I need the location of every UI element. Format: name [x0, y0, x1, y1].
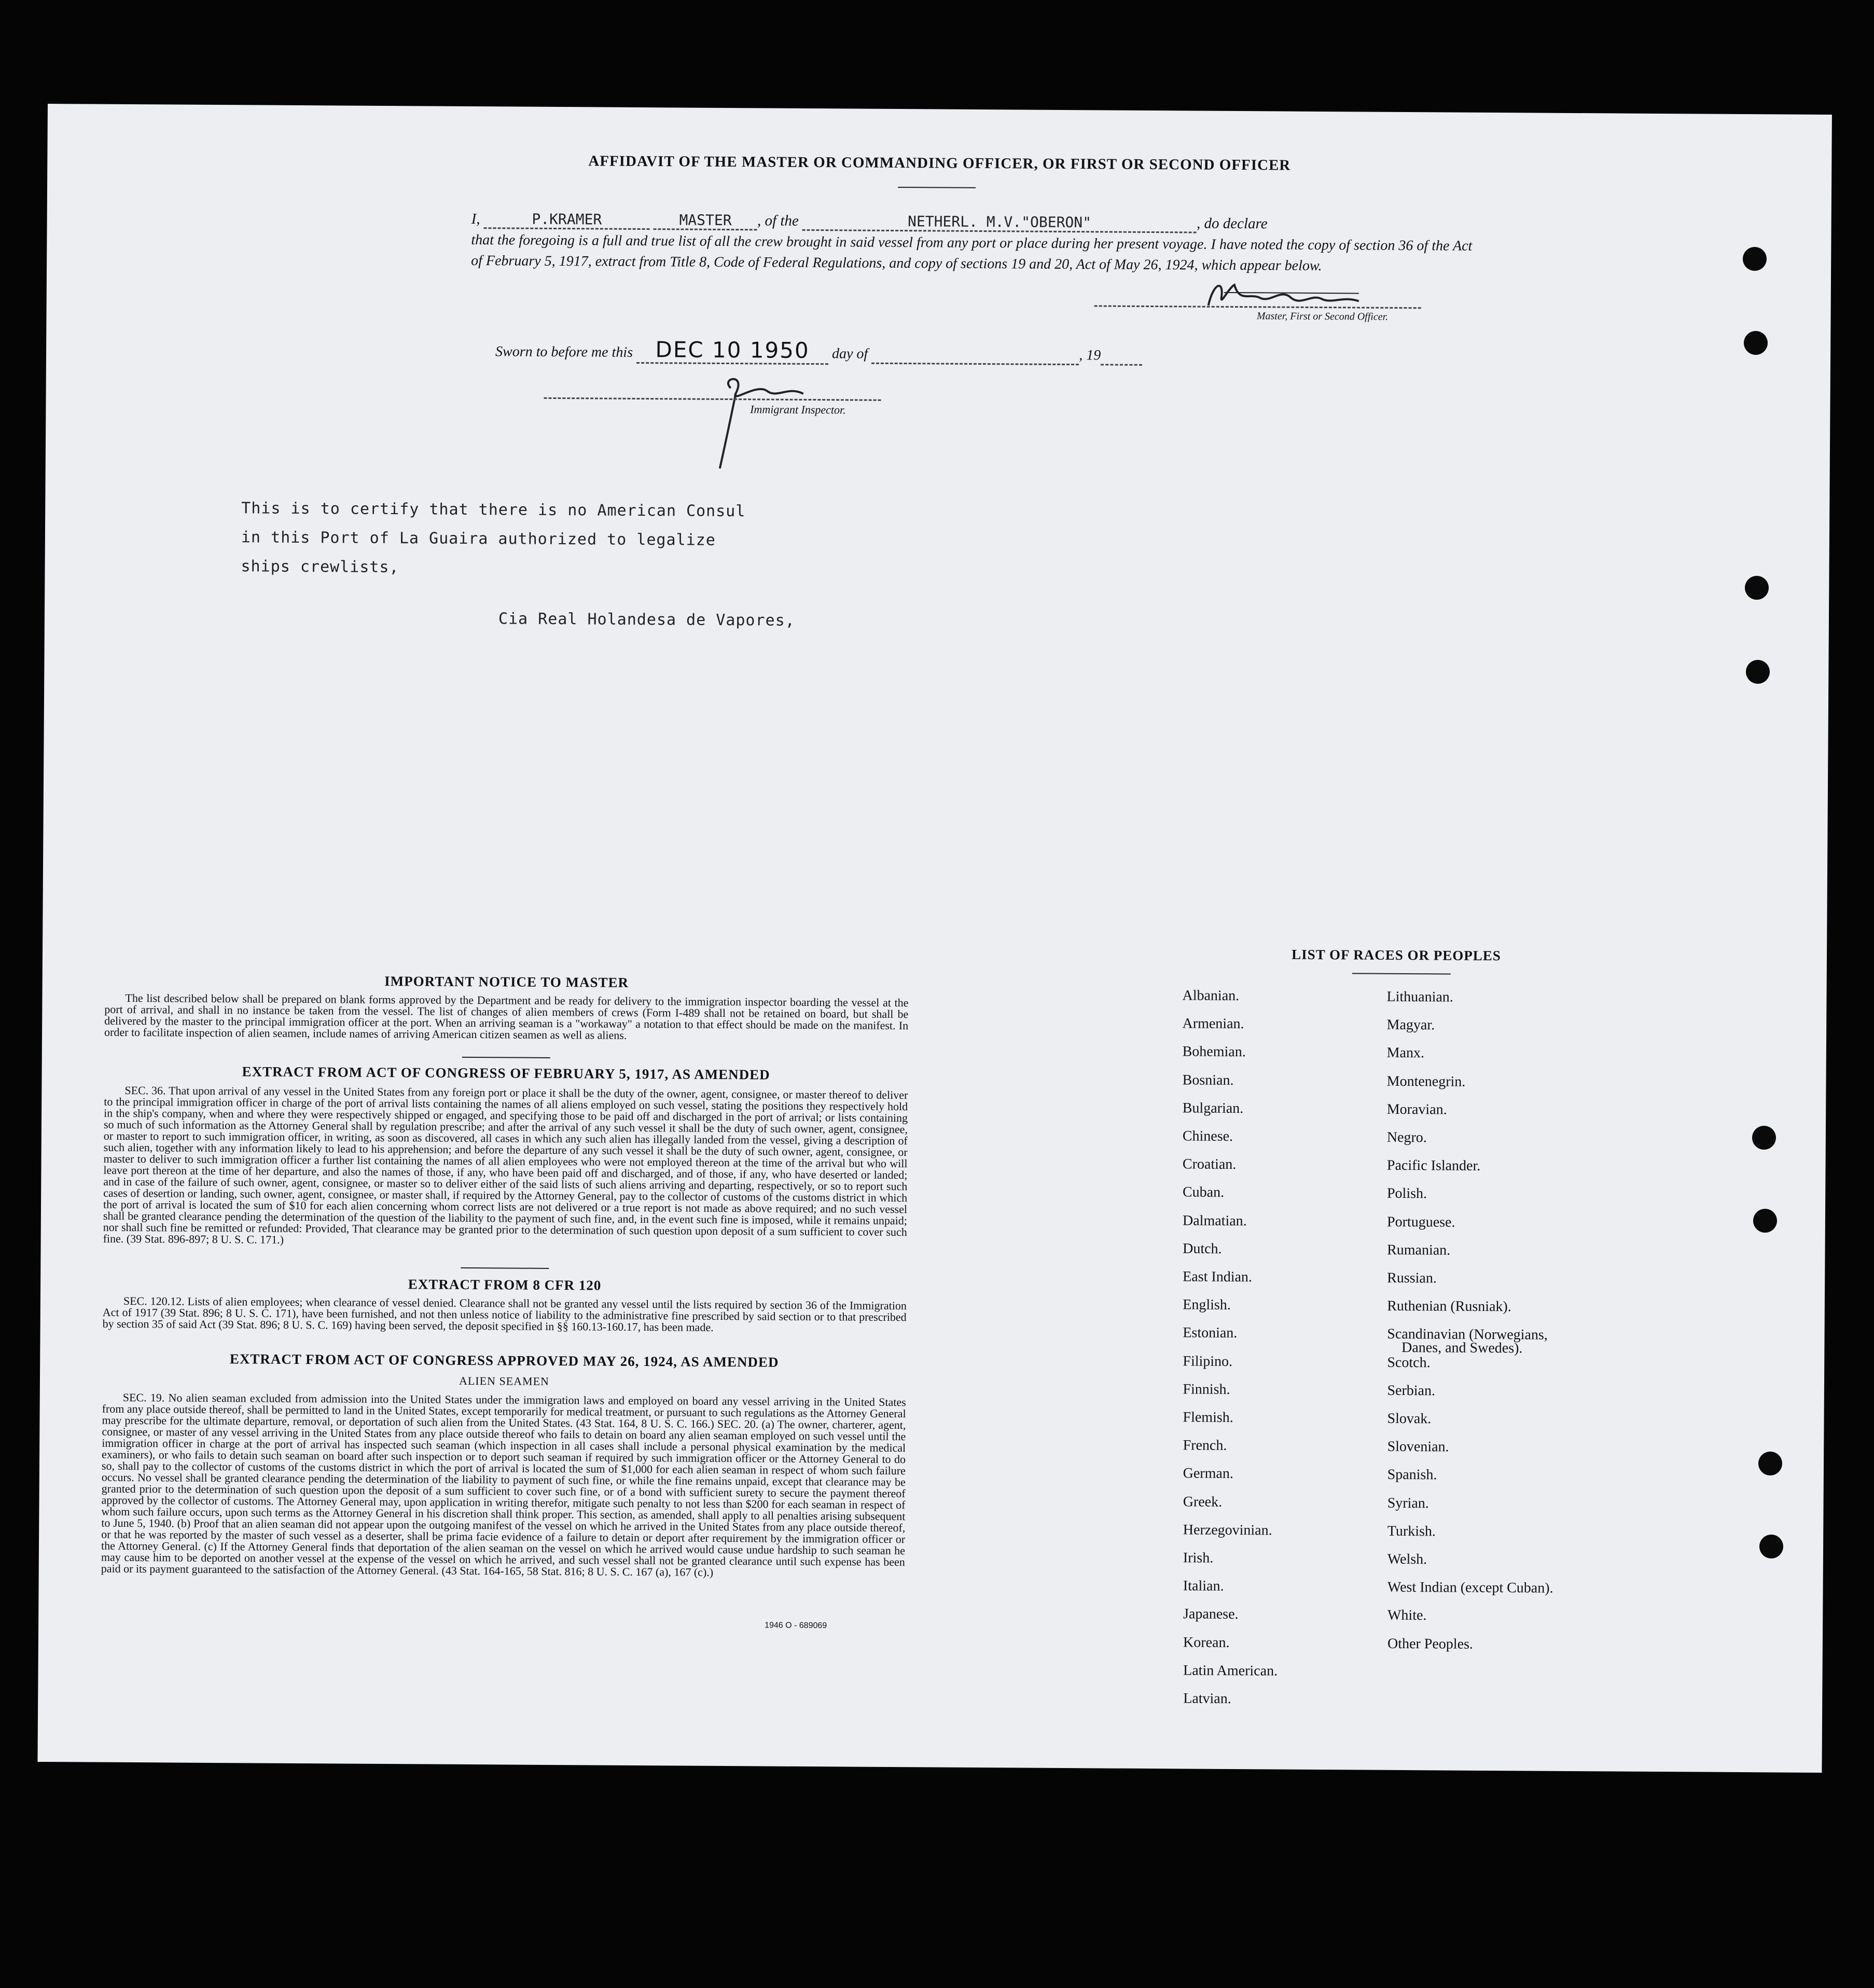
- extract-1924-subheading: ALIEN SEAMEN: [459, 1374, 550, 1388]
- races-heading: LIST OF RACES OR PEOPLES: [1292, 946, 1501, 964]
- extract-1924-heading: EXTRACT FROM ACT OF CONGRESS APPROVED MAY 26, 1924, AS AMENDED: [229, 1351, 779, 1370]
- notice-heading: IMPORTANT NOTICE TO MASTER: [384, 973, 629, 990]
- race-item: Bohemian.: [1182, 1043, 1246, 1060]
- race-item: Rumanian.: [1387, 1241, 1451, 1259]
- race-item: Spanish.: [1387, 1467, 1437, 1483]
- race-item: Greek.: [1183, 1494, 1223, 1510]
- race-item: English.: [1183, 1296, 1231, 1314]
- punch-hole: [1746, 660, 1770, 684]
- race-item: Italian.: [1183, 1578, 1224, 1595]
- master-name-field: P.KRAMER: [484, 210, 650, 230]
- race-item: Cuban.: [1182, 1184, 1225, 1201]
- race-item: White.: [1387, 1607, 1427, 1624]
- print-code: 1946 O - 689069: [765, 1621, 827, 1631]
- race-item: Lithuanian.: [1386, 988, 1453, 1005]
- extract-1917-heading: EXTRACT FROM ACT OF CONGRESS OF FEBRUARY 5, 1917, AS AMENDED: [242, 1064, 770, 1083]
- title-underline: [898, 187, 976, 188]
- race-item: Scandinavian (Norwegians,: [1387, 1326, 1548, 1344]
- punch-hole: [1753, 1209, 1777, 1233]
- label-i: I,: [471, 210, 480, 228]
- affidavit-title: AFFIDAVIT OF THE MASTER OR COMMANDING OFFICER, OR FIRST OR SECOND OFFICER: [588, 153, 1291, 174]
- label-sworn: Sworn to before me this: [495, 343, 633, 361]
- label-year: , 19: [1079, 347, 1101, 364]
- race-item: Chinese.: [1182, 1128, 1233, 1144]
- affidavit-body: that the foregoing is a full and true list of all the crew brought in said vessel from any port or place during her present voyage. I have noted the copy of section 36 of the Act of February 5, 1917, extract from Title 8, Code of Federal Regulations, and copy of sections 19 and 20, Act of May 26, 1924, which appear below.: [471, 231, 1473, 274]
- race-item: Croatian.: [1182, 1156, 1237, 1173]
- extract-1917-text: SEC. 36. That upon arrival of any vessel in the United States from any foreign port or place it shall be the duty of the owner, agent, consignee, or master thereof to deliver to the principal immigration officer in charge of the port of arrival lists containing the names of all aliens employed on such vessel, stating the positions they respectively hold in the ship's company, when and where they were respectively shipped or engaged, and specifying those to be paid off and discharged in the port of arrival; or lists containing so much of such information as the Attorney General shall by regulation prescribe; and after the arrival of any such vessel it shall be the duty of such owner, agent, consignee, or master to report to such immigration officer, in writing, as soon as discovered, all cases in which any such alien has illegally landed from the vessel, giving a description of such alien, together with any information likely to lead to his apprehension; and before the departure of any such vessel it shall be the duty of such owner, agent, consignee, or master to deliver to such immigration officer a further list containing the names of all alien employees who were not employed thereon at the time of the arrival but who will leave port thereon at the time of her departure, and also the names of those, if any, who have been paid off and discharged, and of those, if any, who have deserted or landed; and in case of the failure of such owner, agent, consignee, or master so to deliver either of the said lists of such aliens arriving and departing, respectively, or so to report such cases of desertion or landing, such owner, agent, consignee, or master shall, if required by the Attorney General, pay to the collector of customs of the customs district in which the port of arrival is located the sum of $10 for each alien concerning whom correct lists are not delivered or a true report is not made as above required; and no such vessel shall be granted clearance pending the determination of the question of the liability to the payment of such fine, and, in the event such fine is imposed, while it remains unpaid; nor shall such fine be remitted or refunded: Provided, That clearance may be granted prior to the determination of such question upon deposit of a sum sufficient to cover such fine. (39 Stat. 896-897; 8 U. S. C. 171.): [103, 1083, 908, 1246]
- master-signature: [1203, 277, 1369, 314]
- label-of-the: , of the: [757, 212, 799, 229]
- inspector-signature: [699, 367, 824, 472]
- certification-line-1: This is to certify that there is no American Consul: [241, 499, 746, 521]
- race-item: Japanese.: [1183, 1606, 1239, 1623]
- race-item: Irish.: [1183, 1550, 1214, 1566]
- race-item: Turkish.: [1387, 1523, 1436, 1540]
- race-item: Latin American.: [1183, 1662, 1278, 1679]
- sworn-year-field: [1101, 347, 1142, 365]
- vessel-field: NETHERL. M.V."OBERON": [802, 212, 1197, 233]
- race-item: East Indian.: [1183, 1268, 1253, 1286]
- company-name: Cia Real Holandesa de Vapores,: [498, 610, 795, 630]
- race-item: Slovenian.: [1387, 1439, 1449, 1455]
- race-item: Syrian.: [1387, 1495, 1429, 1511]
- race-item: Ruthenian (Rusniak).: [1387, 1298, 1511, 1315]
- label-do-declare: , do declare: [1196, 215, 1268, 232]
- extract-1924-text: SEC. 19. No alien seaman excluded from admission into the United States under the immigration laws and employed on board any vessel arriving in the United States from any place outside thereof, shall be permitted to land in the United States, except temporarily for medical treatment, or pursuant to such regulations as the Attorney General may prescribe for the ultimate departure, removal, or deportation of such alien from the United States. (43 Stat. 164, 8 U. S. C. 166.) SEC. 20. (a) The owner, charterer, agent, consignee, or master of any vessel arriving in the United States from any place outside thereof who fails to detain on board any alien seaman employed on such vessel until the immigration officer in charge at the port of arrival has inspected such seaman (which inspection in all cases shall include a personal physical examination by the medical examiners), or who fails to detain such seaman on board after such inspection or to deport such seaman if required by such immigration officer or the Attorney General to do so, shall pay to the collector of customs of the customs district in which the port of arrival is located the sum of $1,000 for each alien seaman in respect of whom such failure occurs. No vessel shall be granted clearance pending the determination of the liability to payment of such fine, or while the fine remains unpaid, except that clearance may be granted prior to the determination of such question upon the deposit of a sum sufficient to cover such fine, or of a bond with sufficient surety to secure the payment thereof approved by the collector of customs. The Attorney General may, upon application in writing therefor, mitigate such penalty to not less than $200 for each seaman in respect of whom such failure occurs, upon such terms as the Attorney General in his discretion shall think proper. This section, as amended, shall apply to all penalties arising subsequent to June 5, 1940. (b) Proof that an alien seaman did not appear upon the outgoing manifest of the vessel on which he arrived in the United States from any place outside thereof, or that he was reported by the master of such vessel as a deserter, shall be prima facie evidence of a failure to detain or deport after requirement by the immigration officer or the Attorney General. (c) If the Attorney General finds that deportation of the alien seaman on the vessel on which he arrived would cause undue hardship to such seaman he may cause him to be deported on another vessel at the expense of the vessel on which he arrived, and such vessel shall not be granted clearance until such expense has been paid or its payment guaranteed to the satisfaction of the Attorney General. (43 Stat. 164-165, 58 Stat. 816; 8 U. S. C. 167 (a), 167 (c).): [101, 1390, 906, 1579]
- race-item: Portuguese.: [1386, 1213, 1455, 1231]
- race-item: Danes, and Swedes).: [1401, 1340, 1523, 1357]
- race-item: Finnish.: [1183, 1381, 1230, 1398]
- punch-hole: [1759, 1535, 1783, 1558]
- race-item: Moravian.: [1386, 1101, 1447, 1118]
- punch-hole: [1743, 247, 1767, 271]
- race-item: Magyar.: [1386, 1016, 1435, 1033]
- race-item: Russian.: [1387, 1269, 1437, 1287]
- race-item: French.: [1183, 1437, 1227, 1454]
- punch-hole: [1744, 331, 1768, 355]
- document-page: [37, 104, 1831, 1773]
- race-item: Manx.: [1386, 1045, 1425, 1061]
- punch-hole: [1745, 576, 1769, 600]
- races-heading-underline: [1352, 973, 1451, 974]
- divider-2: [461, 1267, 549, 1269]
- extract-cfr-heading: EXTRACT FROM 8 CFR 120: [408, 1276, 602, 1293]
- race-item: Scotch.: [1387, 1354, 1431, 1371]
- certification-line-3: ships crewlists,: [241, 557, 399, 577]
- race-item: West Indian (except Cuban).: [1387, 1579, 1553, 1596]
- race-item: Estonian.: [1183, 1324, 1238, 1342]
- race-item: Armenian.: [1182, 1015, 1244, 1032]
- race-item: Dutch.: [1183, 1240, 1222, 1257]
- sworn-date-stamp: DEC 10 1950: [636, 337, 828, 365]
- divider-1: [462, 1057, 550, 1058]
- race-item: Slovak.: [1387, 1410, 1432, 1427]
- race-item: Montenegrin.: [1386, 1073, 1466, 1090]
- race-item: Pacific Islander.: [1386, 1157, 1481, 1175]
- punch-hole: [1752, 1126, 1776, 1150]
- race-item: German.: [1183, 1465, 1233, 1482]
- certification-line-2: in this Port of La Guaira authorized to legalize: [241, 528, 716, 549]
- race-item: Serbian.: [1387, 1382, 1436, 1399]
- race-item: Other Peoples.: [1387, 1635, 1474, 1652]
- race-item: Dalmatian.: [1182, 1212, 1247, 1229]
- race-item: Filipino.: [1183, 1353, 1233, 1370]
- race-item: Herzegovinian.: [1183, 1522, 1272, 1539]
- race-item: Latvian.: [1183, 1690, 1231, 1707]
- race-item: Flemish.: [1183, 1409, 1233, 1426]
- race-item: Negro.: [1386, 1129, 1427, 1146]
- inspector-caption: Immigrant Inspector.: [750, 403, 846, 417]
- notice-text: The list described below shall be prepared on blank forms approved by the Department and be ready for delivery to the immigration inspector boarding the vessel at the port of arrival, and shall in no instance be taken from the vessel. The list of changes of alien members of crews (Form I-489 shall not be retained on board, but shall be delivered by the master to the principal immigration officer at the port. When an arriving seaman is a "workaway" a notation to that effect should be made on the manifest. In order to facilitate inspection of alien seamen, include names of arriving American citizen seamen as well as aliens.: [104, 991, 909, 1042]
- race-item: Welsh.: [1387, 1551, 1427, 1568]
- race-item: Bulgarian.: [1182, 1100, 1244, 1116]
- extract-cfr-text: SEC. 120.12. Lists of alien employees; when clearance of vessel denied. Clearance shall not be granted any vessel until the lists required by section 36 of the Immigration Act of 1917 (39 Stat. 896; 8 U. S. C. 171), have been furnished, and not then unless notice of liability to the administrative fine prescribed by said section or to that prescribed by section 35 of said Act (39 Stat. 896; 8 U. S. C. 169) having been served, the deposit specified in §§ 160.13-160.17, has been made.: [102, 1294, 907, 1334]
- master-signature-caption: Master, First or Second Officer.: [1256, 310, 1389, 323]
- sworn-month-field: [871, 346, 1079, 365]
- race-item: Polish.: [1386, 1185, 1427, 1202]
- race-item: Bosnian.: [1182, 1071, 1234, 1088]
- punch-hole: [1758, 1452, 1782, 1475]
- label-day-of: day of: [831, 346, 868, 362]
- race-item: Korean.: [1183, 1634, 1230, 1651]
- sworn-line: [495, 336, 1170, 367]
- race-item: Albanian.: [1182, 987, 1240, 1004]
- rank-field: MASTER: [654, 211, 757, 230]
